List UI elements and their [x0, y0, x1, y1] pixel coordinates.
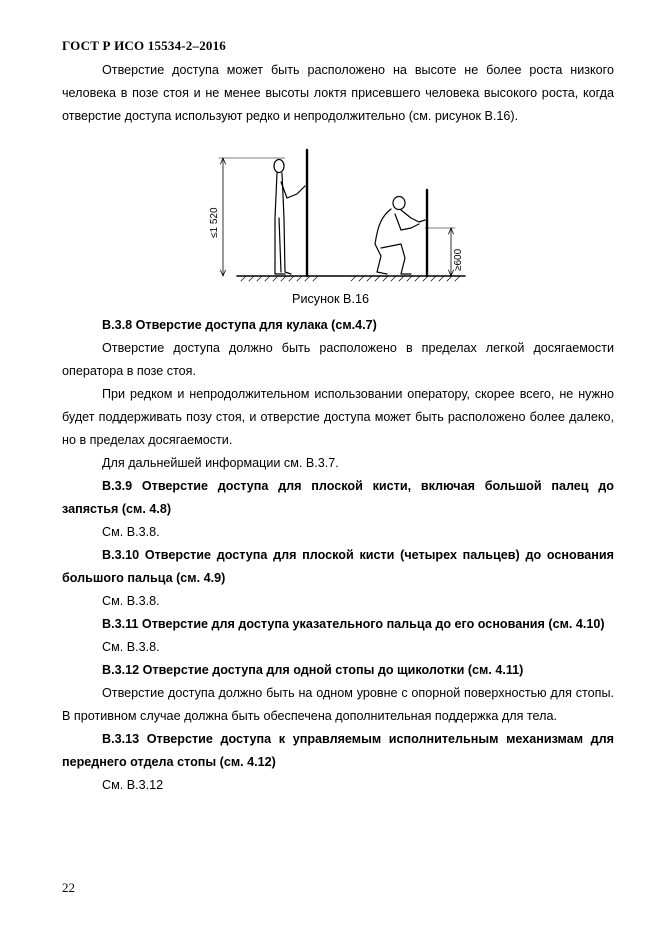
sections-block	[62, 314, 614, 797]
document-header: ГОСТ Р ИСО 15534-2–2016	[62, 38, 227, 53]
section-paragraph: См. В.3.8.	[102, 525, 160, 539]
section-paragraph: См. В.3.12	[102, 778, 164, 792]
dimension-label-max-height: ≤1 520	[209, 207, 220, 238]
section-heading: В.3.13 Отверстие доступа к управляемым исполнительным механизмам для переднего отдела стопы (см. 4.12)	[62, 732, 614, 769]
section-paragraph: См. В.3.8.	[102, 594, 160, 608]
section-heading: В.3.8 Отверстие доступа для кулака (см.4.7)	[102, 318, 377, 332]
section-paragraph: Отверстие доступа должно быть расположено в пределах легкой досягаемости оператора в позе стоя.	[62, 341, 614, 378]
section-heading: В.3.12 Отверстие доступа для одной стопы до щиколотки (см. 4.11)	[102, 663, 524, 677]
section-paragraph: Отверстие доступа должно быть на одном уровне с опорной поверхностью для стопы. В противном случае должна быть обеспечена дополнительная поддержка для тела.	[62, 686, 614, 723]
intro-paragraph: Отверстие доступа может быть расположено на высоте не более роста низкого человека в позе стоя и не менее высоты локтя присевшего человека высокого роста, когда отверстие доступа используют редко и непродолжительно (см. рисунок В.16).	[62, 63, 614, 123]
intro-block	[62, 59, 614, 128]
page-number: 22	[62, 880, 75, 895]
section-paragraph: Для дальнейшей информации см. В.3.7.	[102, 456, 339, 470]
section-paragraph: См. В.3.8.	[102, 640, 160, 654]
figure-b16-illustration	[205, 148, 475, 288]
section-heading: В.3.10 Отверстие доступа для плоской кисти (четырех пальцев) до основания большого пальца (см. 4.9)	[62, 548, 614, 585]
figure-caption: Рисунок В.16	[292, 292, 369, 306]
section-paragraph: При редком и непродолжительном использовании оператору, скорее всего, не нужно будет поддерживать позу стоя, и отверстие доступа может быть расположено более далеко, но в пределах досягаемости.	[62, 387, 614, 447]
section-heading: В.3.11 Отверстие для доступа указательного пальца до его основания (см. 4.10)	[102, 617, 605, 631]
section-heading: В.3.9 Отверстие доступа для плоской кисти, включая большой палец до запястья (см. 4.8)	[62, 479, 614, 516]
dimension-label-min-height: ≥600	[453, 248, 464, 271]
